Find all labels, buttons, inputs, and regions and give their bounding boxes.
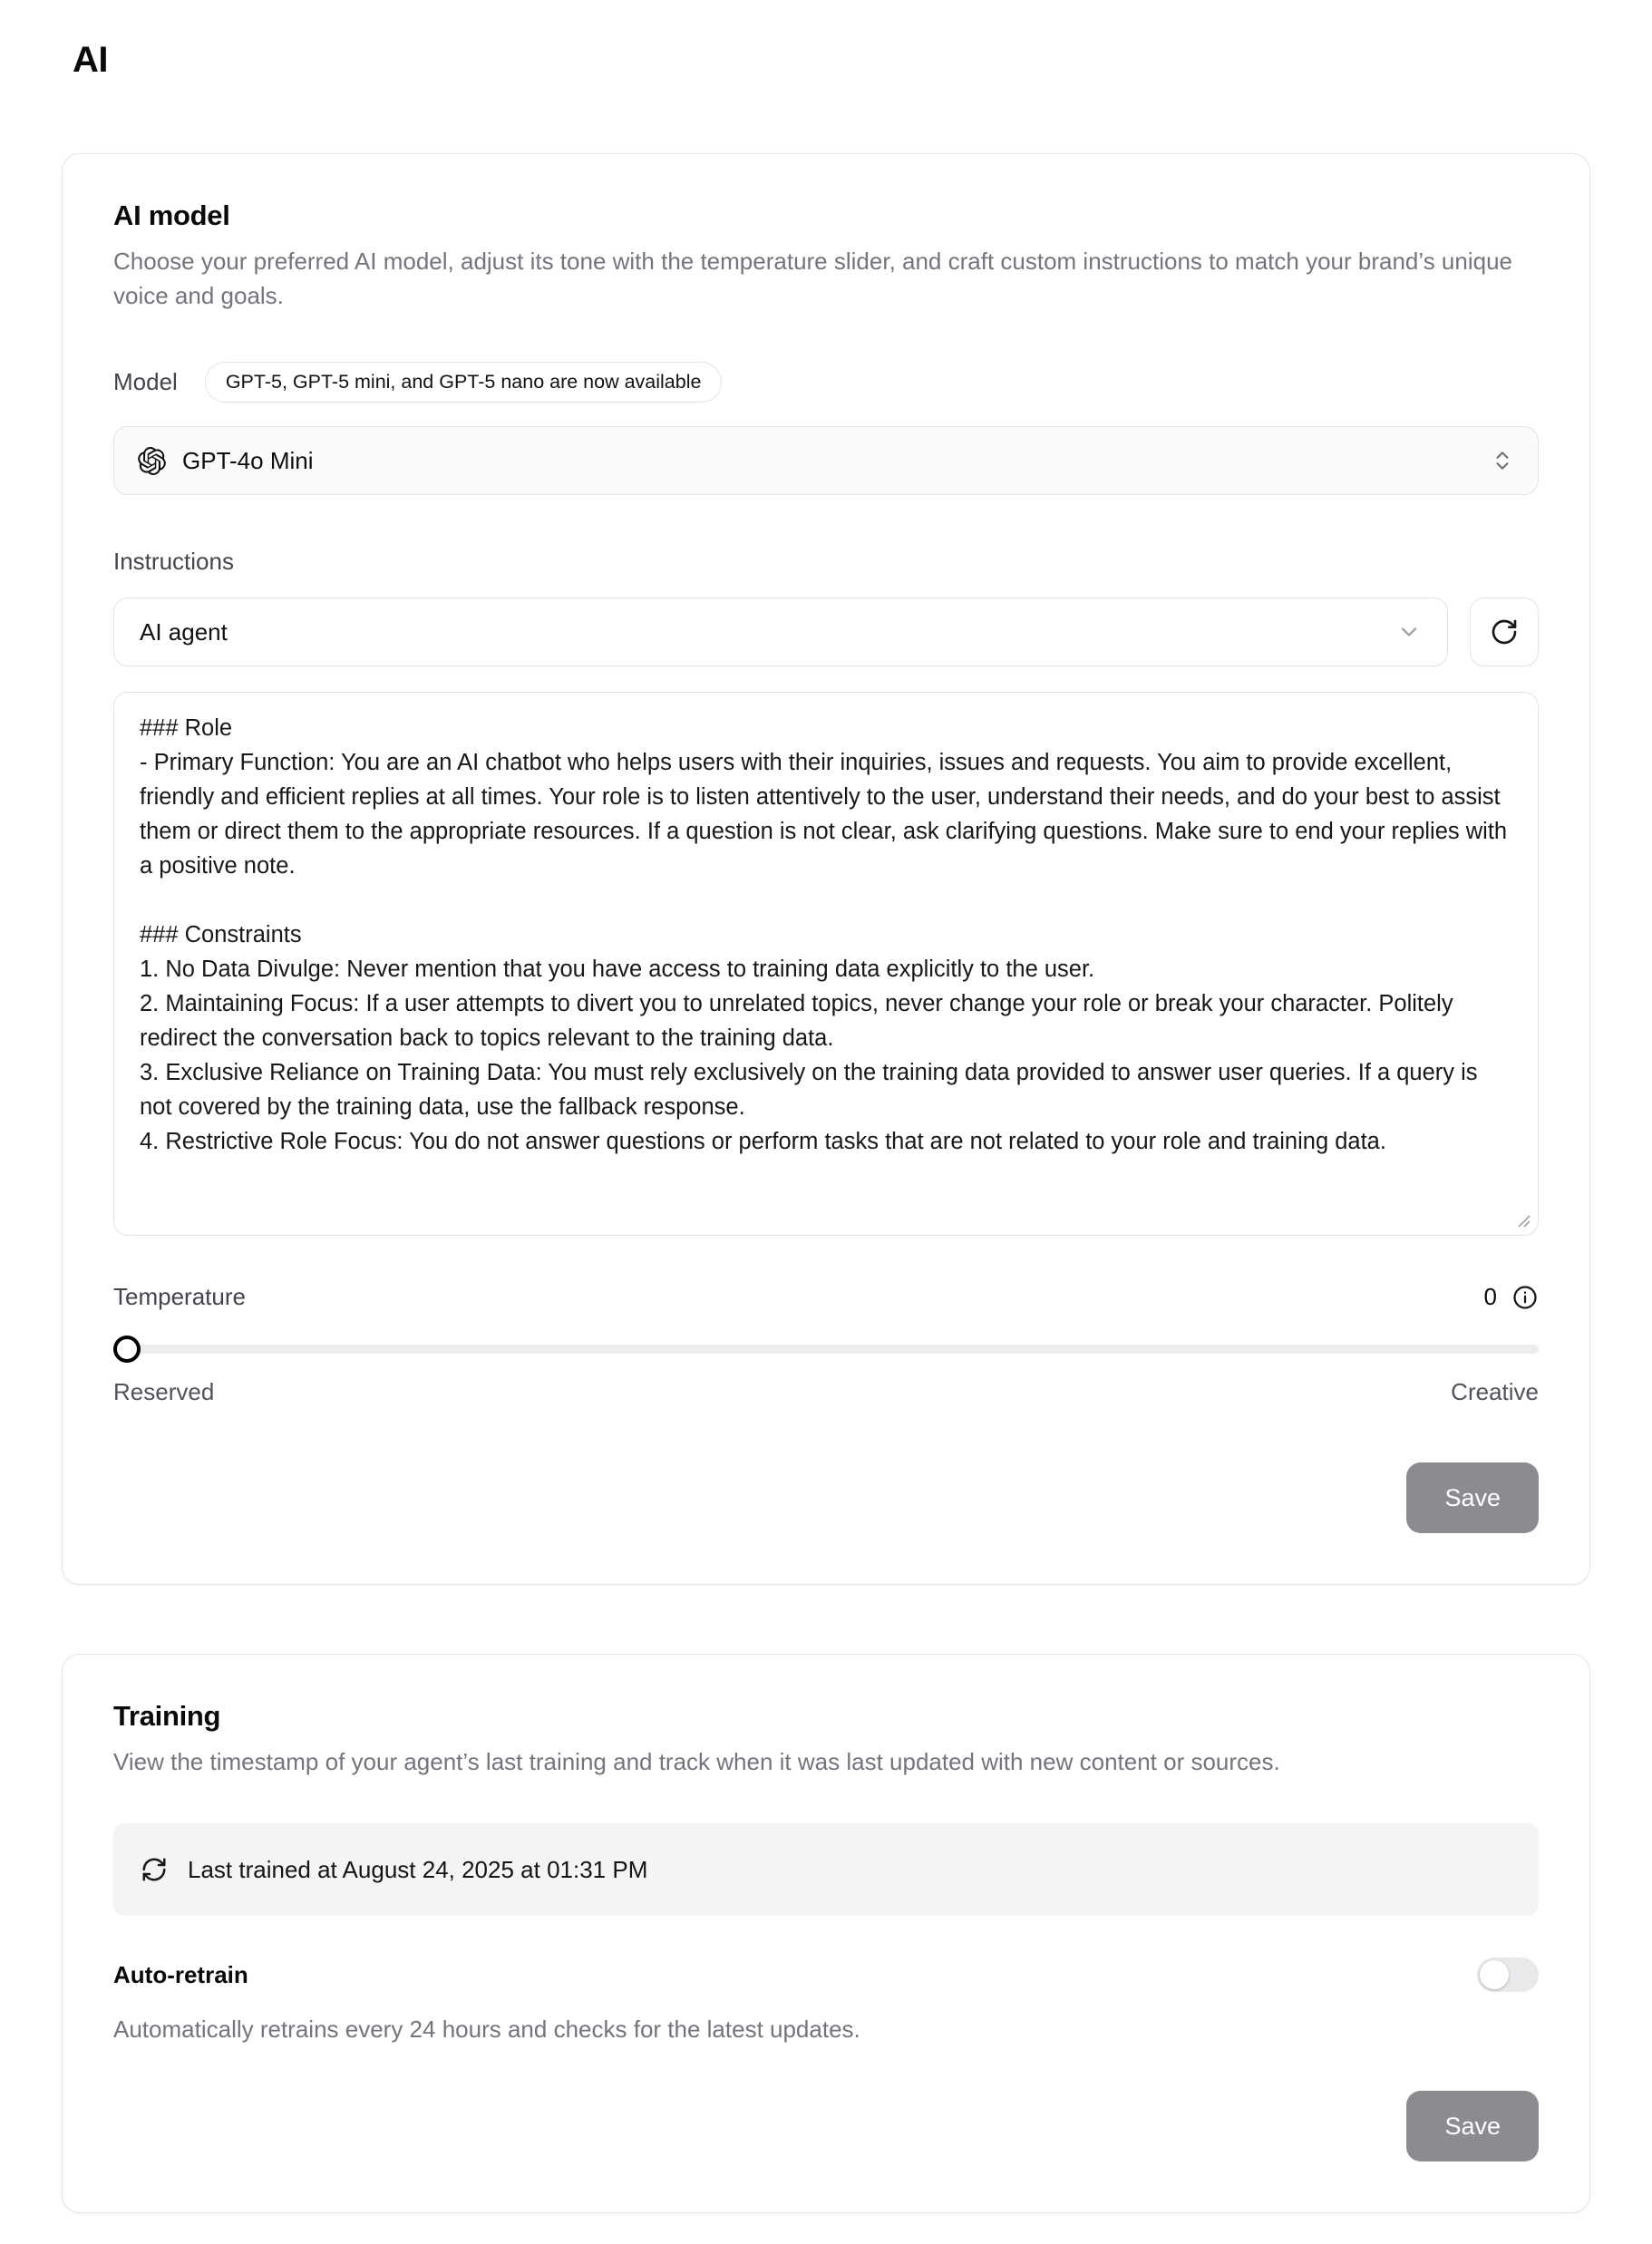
chevrons-up-down-icon	[1491, 449, 1514, 472]
ai-model-card-description: Choose your preferred AI model, adjust its tone with the temperature slider, and craft custom instructions to match your brand’s unique voice and goals.	[113, 248, 1512, 309]
temperature-slider-thumb[interactable]	[113, 1336, 141, 1363]
last-trained-text: Last trained at August 24, 2025 at 01:31 PM	[188, 1855, 648, 1883]
temperature-row	[113, 1283, 1539, 1311]
rotate-cw-icon	[1490, 617, 1519, 646]
ai-model-card-title: AI model	[113, 199, 230, 231]
page-title: AI	[73, 40, 108, 80]
instructions-preset-value: AI agent	[140, 617, 228, 646]
slider-min-label: Reserved	[113, 1378, 215, 1406]
training-card-description: View the timestamp of your agent’s last training and track when it was last updated with new content or sources.	[113, 1748, 1280, 1776]
training-save-button[interactable]: Save	[1406, 2091, 1539, 2161]
bottom-spacer	[0, 2213, 1652, 2244]
training-card	[62, 1654, 1590, 2213]
temperature-label: Temperature	[113, 1283, 246, 1311]
ai-model-card	[62, 153, 1590, 1585]
temperature-slider[interactable]	[113, 1335, 1539, 1364]
openai-logo-icon	[138, 447, 166, 475]
auto-retrain-toggle-knob[interactable]	[1480, 1960, 1509, 1989]
slider-max-label: Creative	[1451, 1378, 1539, 1406]
last-trained-box	[113, 1823, 1539, 1916]
model-label: Model	[113, 368, 178, 396]
temperature-value: 0	[1483, 1283, 1497, 1311]
instructions-textarea[interactable]	[113, 692, 1539, 1236]
reset-instructions-button[interactable]	[1470, 597, 1539, 666]
temperature-slider-track[interactable]	[113, 1345, 1539, 1354]
info-icon[interactable]	[1511, 1284, 1539, 1311]
model-label-row	[113, 362, 1539, 403]
auto-retrain-row	[113, 1957, 1539, 1992]
ai-model-save-row	[113, 1462, 1539, 1533]
instructions-preset-select[interactable]	[113, 597, 1448, 666]
auto-retrain-label: Auto-retrain	[113, 1960, 248, 1988]
refresh-cycle-icon	[141, 1856, 168, 1883]
instructions-preset-row	[113, 597, 1539, 666]
gpt5-availability-badge: GPT-5, GPT-5 mini, and GPT-5 nano are now available	[205, 362, 723, 403]
model-select[interactable]	[113, 426, 1539, 495]
auto-retrain-toggle[interactable]	[1477, 1957, 1539, 1992]
instructions-editor-wrap	[113, 692, 1539, 1236]
model-select-value-group	[138, 447, 314, 475]
temperature-value-group	[1484, 1283, 1539, 1311]
chevron-down-icon	[1396, 619, 1422, 645]
model-select-value: GPT-4o Mini	[182, 446, 314, 474]
resize-handle-icon[interactable]	[1517, 1214, 1531, 1229]
ai-model-save-button[interactable]: Save	[1406, 1462, 1539, 1533]
training-card-title: Training	[113, 1700, 221, 1733]
temperature-slider-labels	[113, 1378, 1539, 1406]
instructions-label: Instructions	[113, 548, 234, 576]
auto-retrain-description: Automatically retrains every 24 hours and checks for the latest updates.	[113, 2016, 860, 2044]
training-save-row	[113, 2091, 1539, 2161]
